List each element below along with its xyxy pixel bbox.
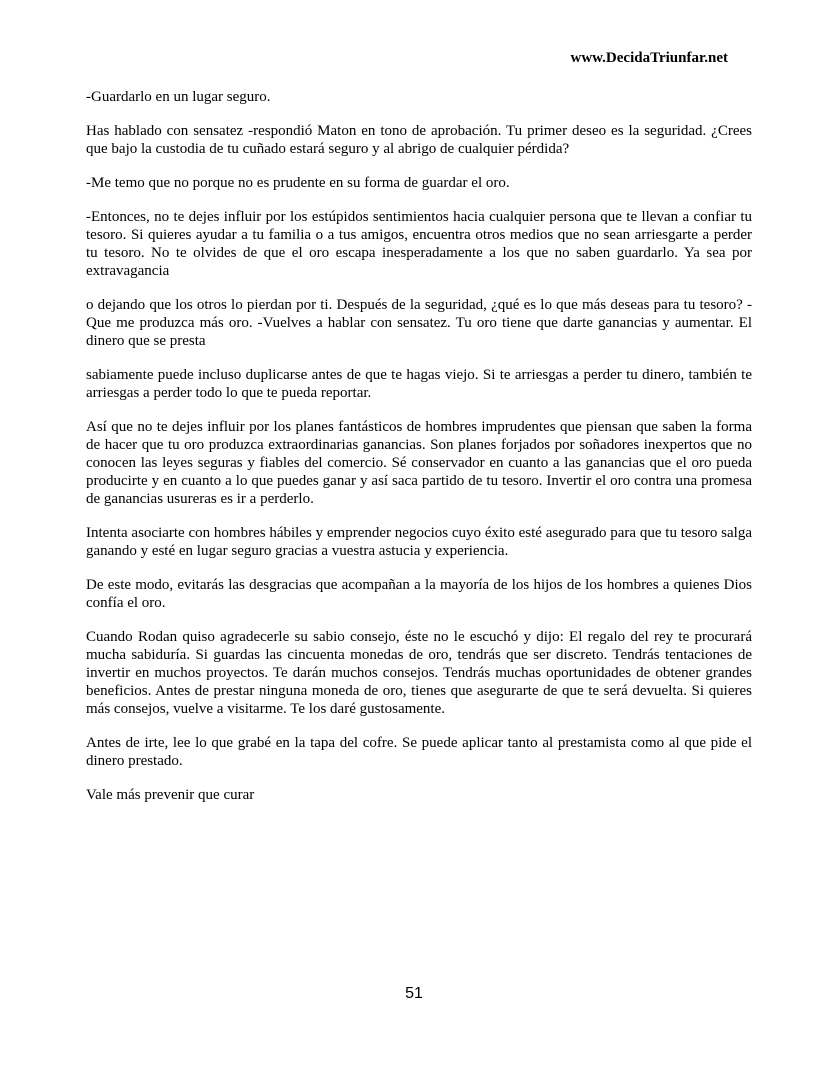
page-number: 51 <box>405 985 423 1002</box>
paragraph: sabiamente puede incluso duplicarse antes de que te hagas viejo. Si te arriesgas a perder tu dinero, también te arriesgas a perder todo lo que te pueda reportar. <box>86 367 752 401</box>
body-text <box>86 88 752 820</box>
paragraph: o dejando que los otros lo pierdan por ti. Después de la seguridad, ¿qué es lo que más deseas para tu tesoro? -Que me produzca más oro. -Vuelves a hablar con sensatez. Tu oro tiene que darte ganancias y aumentar. El dinero que se presta <box>86 297 752 349</box>
paragraph: Has hablado con sensatez -respondió Maton en tono de aprobación. Tu primer deseo es la seguridad. ¿Crees que bajo la custodia de tu cuñado estará seguro y al abrigo de cualquier pérdida? <box>86 123 752 157</box>
paragraph: Vale más prevenir que curar <box>86 787 255 803</box>
paragraph: De este modo, evitarás las desgracias que acompañan a la mayoría de los hijos de los hombres a quienes Dios confía el oro. <box>86 577 752 611</box>
paragraph: Intenta asociarte con hombres hábiles y emprender negocios cuyo éxito esté asegurado para que tu tesoro salga ganando y esté en lugar seguro gracias a vuestra astucia y experiencia. <box>86 525 752 559</box>
paragraph: -Entonces, no te dejes influir por los estúpidos sentimientos hacia cualquier persona que te llevan a confiar tu tesoro. Si quieres ayudar a tu familia o a tus amigos, encuentra otros medios que no sean arriesgarte a perder tu tesoro. No te olvides de que el oro escapa inesperadamente a los que no saben guardarlo. Ya sea por extravagancia <box>86 209 752 279</box>
paragraph: Cuando Rodan quiso agradecerle su sabio consejo, éste no le escuchó y dijo: El regalo del rey te procurará mucha sabiduría. Si guardas las cincuenta monedas de oro, tendrás que ser discreto. Tendrás tentaciones de invertir en muchos proyectos. Te darán muchos consejos. Tendrás muchas oportunidades de obtener grandes beneficios. Antes de prestar ninguna moneda de oro, tienes que asegurarte de que te será devuelta. Si quieres más consejos, vuelve a visitarme. Te los daré gustosamente. <box>86 629 752 717</box>
paragraph: -Guardarlo en un lugar seguro. <box>86 89 271 105</box>
paragraph: Antes de irte, lee lo que grabé en la tapa del cofre. Se puede aplicar tanto al prestamista como al que pide el dinero prestado. <box>86 735 752 769</box>
paragraph: Así que no te dejes influir por los planes fantásticos de hombres imprudentes que piensan que saben la forma de hacer que tu oro produzca extraordinarias ganancias. Son planes forjados por soñadores inexpertos que no conocen las leyes seguras y fiables del comercio. Sé conservador en cuanto a las ganancias que el oro pueda producirte y en cuanto a lo que puedes ganar y así saca partido de tu tesoro. Invertir el oro contra una promesa de ganancias usureras es ir a perderlo. <box>86 419 752 507</box>
header-website-url: www.DecidaTriunfar.net <box>570 50 728 66</box>
paragraph: -Me temo que no porque no es prudente en su forma de guardar el oro. <box>86 175 510 191</box>
